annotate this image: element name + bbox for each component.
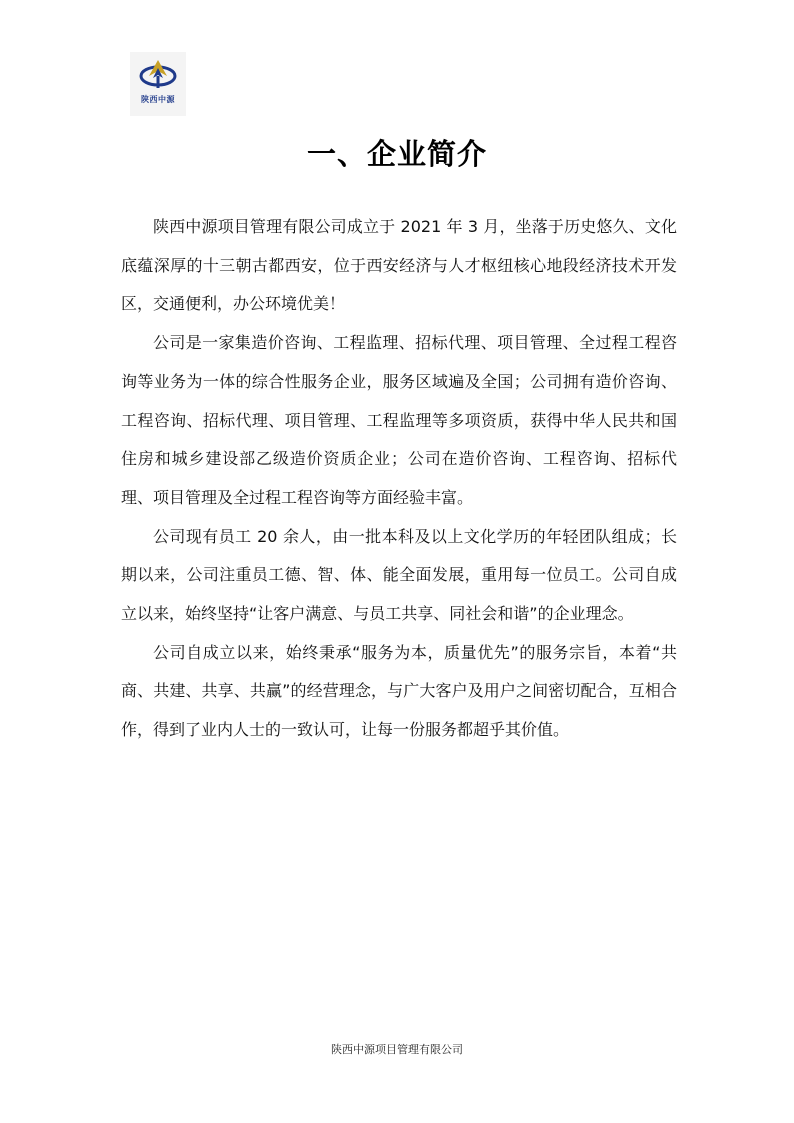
intro-paragraph-philosophy: 公司自成立以来，始终秉承“服务为本，质量优先”的服务宗旨，本着“共商、共建、共享、共赢”的经营理念，与广大客户及用户之间密切配合，互相合作，得到了业内人士的一致认可，让每一份服务都超乎其价值。	[121, 642, 677, 740]
page-title: 一、企业简介	[306, 137, 487, 171]
company-logo-icon	[138, 56, 178, 94]
intro-paragraph-services: 公司是一家集造价咨询、工程监理、招标代理、项目管理、全过程工程咨询等业务为一体的综合性服务企业，服务区域遍及全国；公司拥有造价咨询、工程咨询、招标代理、项目管理、工程监理等多项资质，获得中华人民共和国住房和城乡建设部乙级造价资质企业；公司在造价咨询、工程咨询、招标代理、项目管理及全过程工程咨询等方面经验丰富。	[121, 333, 677, 507]
company-intro-body	[121, 208, 677, 750]
intro-paragraph-staff: 公司现有员工 20 余人，由一批本科及以上文化学历的年轻团队组成；长期以来，公司注重员工德、智、体、能全面发展，重用每一位员工。公司自成立以来，始终坚持“让客户满意、与员工共享、同社会和谐”的企业理念。	[121, 526, 677, 624]
page-footer: 陕西中源项目管理有限公司	[331, 1043, 463, 1056]
company-logo	[130, 52, 186, 116]
logo-text: 陕西中源	[141, 95, 175, 104]
intro-paragraph-location: 陕西中源项目管理有限公司成立于 2021 年 3 月，坐落于历史悠久、文化底蕴深厚的十三朝古都西安，位于西安经济与人才枢纽核心地段经济技术开发区，交通便利，办公环境优美！	[121, 217, 677, 314]
